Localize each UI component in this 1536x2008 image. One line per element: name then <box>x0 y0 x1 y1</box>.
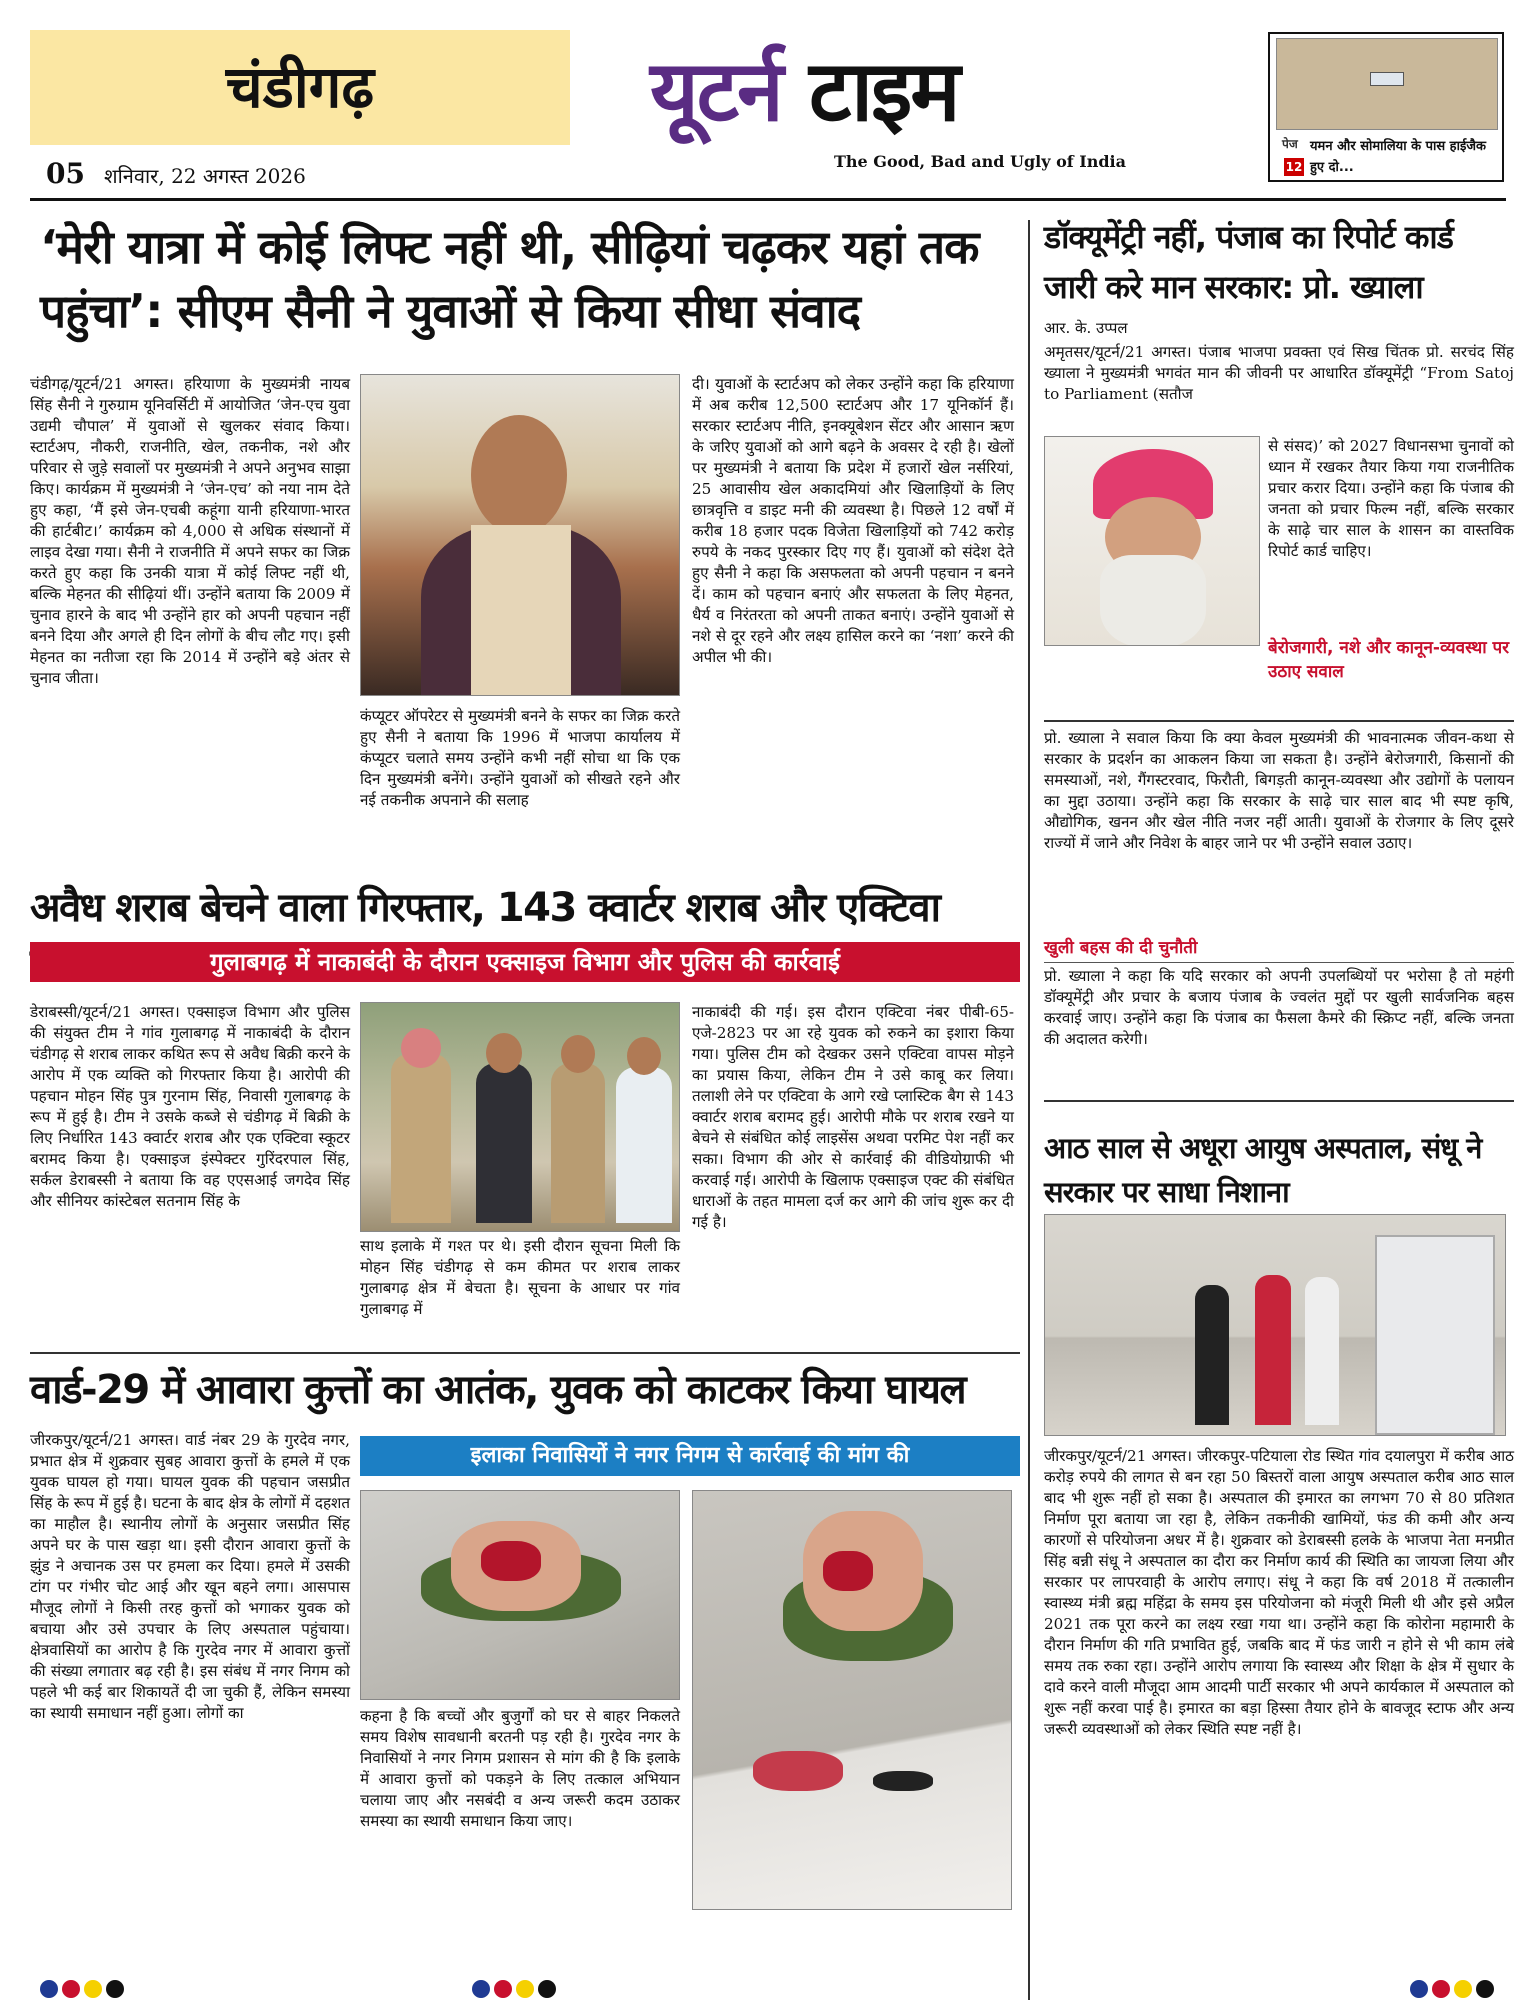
story4-intro: अमृतसर/यूटर्न/21 अगस्त। पंजाब भाजपा प्रवक्ता एवं सिख चिंतक प्रो. सरचंद सिंह ख्याला ने मुख्यमंत्री भगवंत मान की जीवनी पर आधारित डॉक्यूमेंट्री “From Satoj to Parliament (सतौज <box>1044 343 1514 403</box>
column-divider <box>1028 220 1030 2000</box>
section-rule <box>30 1352 1020 1354</box>
story1-column-1: चंडीगढ़/यूटर्न/21 अगस्त। हरियाणा के मुख्यमंत्री नायब सिंह सैनी ने गुरुग्राम यूनिवर्सिटी में आयोजित ‘जेन-एच युवा उद्यमी चौपाल’ में युवाओं से खुलकर संवाद किया। स्टार्टअप, नौकरी, राजनीति, खेल, तकनीक, नशे और परिवार से जुड़े सवालों पर मुख्यमंत्री ने अपने अनुभव साझा किए। कार्यक्रम में मुख्यमंत्री ने ‘जेन-एच’ को नया नाम देते हुए कहा, ‘मैं इसे जेन-एचबी कहूंगा यानी हरियाणा-भारत की हार्टबीट।’ कार्यक्रम को 4,000 से अधिक संस्थानों में लाइव देखा गया। सैनी ने राजनीति में अपने सफर का जिक्र करते हुए कहा कि उनकी यात्रा में कोई लिफ्ट नहीं थी, बल्कि मेहनत की सीढ़ियां थीं। उन्होंने बताया कि 2009 में चुनाव हारने के बाद भी उन्होंने हार को अपनी पहचान नहीं बनने दिया और अगले ही दिन लोगों के बीच लौट गए। इसी मेहनत का नतीजा रहा कि 2014 में उन्होंने बड़े अंतर से चुनाव जीता। <box>30 375 350 687</box>
brand-main: यूटर्न <box>650 42 782 140</box>
story3-caption-column: कहना है कि बच्चों और बुजुर्गों को घर से बाहर निकलते समय विशेष सावधानी बरतनी पड़ रही है। गुरदेव नगर के निवासियों ने नगर निगम प्रशासन से मांग की है कि इलाके में आवारा कुत्तों को पकड़ने के लिए तत्काल अभियान चलाया जाए और नसबंदी व अन्य जरूरी कदम उठाकर समस्या का स्थायी समाधान किया जाए। <box>360 1707 680 1830</box>
story4-beside-photo: से संसद)’ को 2027 विधानसभा चुनावों को ध्यान में रखकर तैयार किया गया राजनीतिक प्रचार करार दिया। उन्होंने कहा कि पंजाब की जनता को प्रचार फिल्म नहीं, बल्कि सरकार के साढ़े चार साल के शासन का वास्तविक रिपोर्ट कार्ड चाहिए। <box>1268 437 1514 560</box>
tagline: The Good, Bad and Ugly of India <box>834 152 1126 171</box>
injured-foot-photo-2 <box>692 1490 1012 1910</box>
edition-city: चंडीगढ़ <box>225 53 375 121</box>
page-number: 05 <box>46 157 85 190</box>
register-dots-middle <box>472 1980 556 1998</box>
teaser-page-label: पेज <box>1282 137 1298 151</box>
story3-subhead-bar: इलाका निवासियों ने नगर निगम से कार्रवाई की मांग की <box>360 1436 1020 1476</box>
story3-headline: वार्ड-29 में आवारा कुत्तों का आतंक, युवक को काटकर किया घायल <box>30 1367 966 1413</box>
newspaper-logo <box>650 44 1270 139</box>
raid-team-photo <box>360 1002 680 1232</box>
story3-column-1: जीरकपुर/यूटर्न/21 अगस्त। वार्ड नंबर 29 के गुरदेव नगर, प्रभात क्षेत्र में शुक्रवार सुबह आवारा कुत्तों के हमले में एक युवक घायल हो गया। घायल युवक की पहचान जसप्रीत सिंह के रूप में हुई है। घटना के बाद क्षेत्र के लोगों में दहशत का माहौल है। स्थानीय लोगों के अनुसार जसप्रीत सिंह अपने घर के पास खड़ा था। इसी दौरान आवारा कुत्तों के झुंड ने अचानक उस पर हमला कर दिया। हमले में उसकी टांग पर गंभीर चोट आई और खून बहने लगा। आसपास मौजूद लोगों ने किसी तरह कुत्तों को भगाकर युवक को बचाया और उसे उपचार के लिए अस्पताल पहुंचाया। क्षेत्रवासियों का आरोप है कि गुरदेव नगर में आवारा कुत्तों की संख्या लगातार बढ़ रही है। इस संबंध में नगर निगम को पहले भी कई बार शिकायतें दी जा चुकी हैं, लेकिन समस्या का स्थायी समाधान नहीं हुआ। लोगों का <box>30 1431 350 1722</box>
story1-caption-column: कंप्यूटर ऑपरेटर से मुख्यमंत्री बनने के सफर का जिक्र करते हुए सैनी ने बताया कि 1996 में भाजपा कार्यालय में कंप्यूटर चलाते समय उन्होंने कभी नहीं सोचा था कि एक दिन मुख्यमंत्री बनेंगे। उन्होंने युवाओं को सीखते रहने और नई तकनीक अपनाने की सलाह <box>360 707 680 809</box>
story5-headline: आठ साल से अधूरा आयुष अस्पताल, संधू ने सरकार पर साधा निशाना <box>1044 1131 1482 1209</box>
story5-body: जीरकपुर/यूटर्न/21 अगस्त। जीरकपुर-पटियाला रोड स्थित गांव दयालपुरा में करीब आठ करोड़ रुपये की लागत से बन रहा 50 बिस्तरों वाला आयुष अस्पताल करीब आठ साल बाद भी शुरू नहीं हो सका है। अस्पताल की इमारत का लगभग 70 से 80 प्रतिशत निर्माण पूरा बताया जा रहा है, लेकिन तकनीकी खामियों, फंड की कमी और अन्य कारणों से परियोजना अधर में है। शुक्रवार को डेराबस्सी हलके के भाजपा नेता मनप्रीत सिंह बन्नी संधू ने अस्पताल का दौरा कर निर्माण कार्य की स्थिति का जायजा लिया और सरकार पर लापरवाही के आरोप लगाए। संधू ने कहा कि वर्ष 2018 में तत्कालीन स्वास्थ्य मंत्री ब्रह्म महिंद्रा के समय इस परियोजना को मंजूरी मिली थी और इसे अप्रैल 2021 तक पूरा करने का लक्ष्य रखा गया था। उन्होंने कहा कि कोरोना महामारी के दौरान निर्माण की गति प्रभावित हुई, जबकि बाद में फंड जारी न होने से भी काम लंबे समय तक रुका रहा। उन्होंने आरोप लगाया कि स्वास्थ्य और शिक्षा के क्षेत्र में सुधार के दावे करने वाली मौजूदा आम आदमी पार्टी सरकार भी अपने कार्यकाल में अस्पताल को शुरू नहीं करवा पाई है। इमारत का बड़ा हिस्सा तैयार होने के बावजूद स्टाफ और अन्य जरूरी व्यवस्थाओं को लेकर स्थिति स्पष्ट नहीं है। <box>1044 1447 1514 1738</box>
register-dots-left <box>40 1980 124 1998</box>
teaser-text[interactable]: यमन और सोमालिया के पास हाईजैक हुए दो... <box>1310 139 1486 175</box>
story2-subhead-bar: गुलाबगढ़ में नाकाबंदी के दौरान एक्साइज विभाग और पुलिस की कार्रवाई <box>30 942 1020 982</box>
ayush-hospital-photo <box>1044 1214 1506 1436</box>
story1-column-3: दी। युवाओं के स्टार्टअप को लेकर उन्होंने कहा कि हरियाणा में अब करीब 12,500 स्टार्टअप और 17 यूनिकॉर्न हैं। सरकार स्टार्टअप नीति, इनक्यूबेशन सेंटर और आसान ऋण के जरिए युवाओं को आगे बढ़ने के अवसर दे रही है। खेलों पर मुख्यमंत्री ने बताया कि प्रदेश में हजारों खेल नर्सरियां, 25 आवासीय खेल अकादमियां और खिलाड़ियों के लिए छात्रवृत्ति व डाइट मनी की व्यवस्था है। पिछले 12 वर्षों में करीब 18 हजार पदक विजेता खिलाड़ियों को 742 करोड़ रुपये के नकद पुरस्कार दिए गए हैं। युवाओं को संदेश देते हुए सैनी ने कहा कि असफलता को अपनी पहचान न बनने दें। काम को पहचान बनाएं और सफलता के लिए मेहनत, धैर्य व निरंतरता को अपनी ताकत बनाएं। उन्होंने युवाओं से नशे से दूर रहने और लक्ष्य हासिल करने का ‘नशा’ करने की अपील भी की। <box>692 375 1014 666</box>
ship-shape <box>1370 72 1404 86</box>
story4-rule-1 <box>1044 720 1514 722</box>
story4-headline: डॉक्यूमेंट्री नहीं, पंजाब का रिपोर्ट कार्ड जारी करे मान सरकार: प्रो. ख्याला <box>1044 218 1453 306</box>
story2-column-3: नाकाबंदी की गई। इस दौरान एक्टिवा नंबर पीबी-65-एजे-2823 पर आ रहे युवक को रुकने का इशारा किया गया। पुलिस टीम को देखकर उसने एक्टिवा वापस मोड़ने का प्रयास किया, लेकिन टीम ने उसे काबू कर लिया। तलाशी लेने पर एक्टिवा के आगे रखे प्लास्टिक बैग से 143 क्वार्टर शराब बरामद हुई। आरोपी मौके पर शराब रखने या बेचने से संबंधित कोई लाइसेंस अथवा परमिट पेश नहीं कर सका। विभाग की ओर से कार्रवाई की वीडियोग्राफी भी करवाई गई। आरोपी के खिलाफ एक्साइज एक्ट की संबंधित धाराओं के तहत मामला दर्ज कर आगे की जांच शुरू कर दी गई है। <box>692 1003 1014 1231</box>
story1-headline: ‘मेरी यात्रा में कोई लिफ्ट नहीं थी, सीढ़ियां चढ़कर यहां तक पहुंचा’: सीएम सैनी ने युवाओं से किया सीधा संवाद <box>40 220 979 338</box>
register-dots-right <box>1410 1980 1494 1998</box>
story2-column-1: डेराबस्सी/यूटर्न/21 अगस्त। एक्साइज विभाग और पुलिस की संयुक्त टीम ने गांव गुलाबगढ़ में नाकाबंदी के दौरान चंडीगढ़ से शराब लाकर कथित रूप से अवैध बिक्री करने के आरोप में एक व्यक्ति को गिरफ्तार किया है। आरोपी की पहचान मोहन सिंह पुत्र गुरनाम सिंह, निवासी गुलाबगढ़ के रूप में हुई है। टीम ने उसके कब्जे से चंडीगढ़ में बिक्री के लिए निर्धारित 143 क्वार्टर शराब और एक एक्टिवा स्कूटर बरामद किया है। एक्साइज इंस्पेक्टर गुरिंदरपाल सिंह, सर्कल डेराबस्सी ने बताया कि वह एएसआई जगदेव सिंह और सीनियर कांस्टेबल सतनाम सिंह के <box>30 1003 350 1210</box>
masthead-rule <box>30 198 1506 201</box>
brand-second: टाइम <box>808 42 959 140</box>
prof-khyala-photo <box>1044 436 1260 646</box>
teaser-page-number: 12 <box>1285 160 1303 174</box>
story2-caption-column: साथ इलाके में गश्त पर थे। इसी दौरान सूचना मिली कि मोहन सिंह चंडीगढ़ से कम कीमत पर शराब लाकर गुलाबगढ़ क्षेत्र में बेचता है। सूचना के आधार पर गांव गुलाबगढ़ में <box>360 1237 680 1318</box>
story5-rule <box>1044 1100 1514 1102</box>
story4-byline: आर. के. उप्पल <box>1044 319 1128 337</box>
story4-body-2: प्रो. ख्याला ने कहा कि यदि सरकार को अपनी उपलब्धियों पर भरोसा है तो महंगी डॉक्यूमेंट्री और प्रचार के बजाय पंजाब के ज्वलंत मुद्दों पर खुली सार्वजनिक बहस करवाई जाए। उन्होंने कहा कि पंजाब का फैसला कैमरे की स्क्रिप्ट नहीं, बल्कि जनता की अदालत करेगी। <box>1044 967 1514 1048</box>
story4-body-1: प्रो. ख्याला ने सवाल किया कि क्या केवल मुख्यमंत्री की भावनात्मक जीवन-कथा से सरकार के प्रदर्शन का आकलन किया जा सकता है। उन्होंने बेरोजगारी, किसानों की समस्याओं, नशे, गैंगस्टरवाद, फिरौती, बिगड़ती कानून-व्यवस्था और उद्योगों के पलायन का मुद्दा उठाया। उन्होंने कहा कि सरकार के साढ़े चार साल बाद भी स्पष्ट कृषि, औद्योगिक, खनन और खेल नीति नजर नहीं आती। युवाओं के रोजगार के लिए दूसरे राज्यों में जाने और निवेश के बाहर जाने पर भी उन्होंने सवाल उठाए। <box>1044 729 1514 852</box>
injured-foot-photo-1 <box>360 1490 680 1700</box>
story2-headline: अवैध शराब बेचने वाला गिरफ्तार, 143 क्वार्टर शराब और एक्टिवा <box>30 885 940 931</box>
story4-subhead-1: बेरोजगारी, नशे और कानून-व्यवस्था पर उठाए सवाल <box>1268 638 1510 682</box>
story4-rule-2 <box>1044 962 1514 963</box>
story4-subhead-2: खुली बहस की दी चुनौती <box>1044 938 1198 958</box>
issue-date: शनिवार, 22 अगस्त 2026 <box>104 164 306 188</box>
cm-saini-photo <box>360 374 680 696</box>
